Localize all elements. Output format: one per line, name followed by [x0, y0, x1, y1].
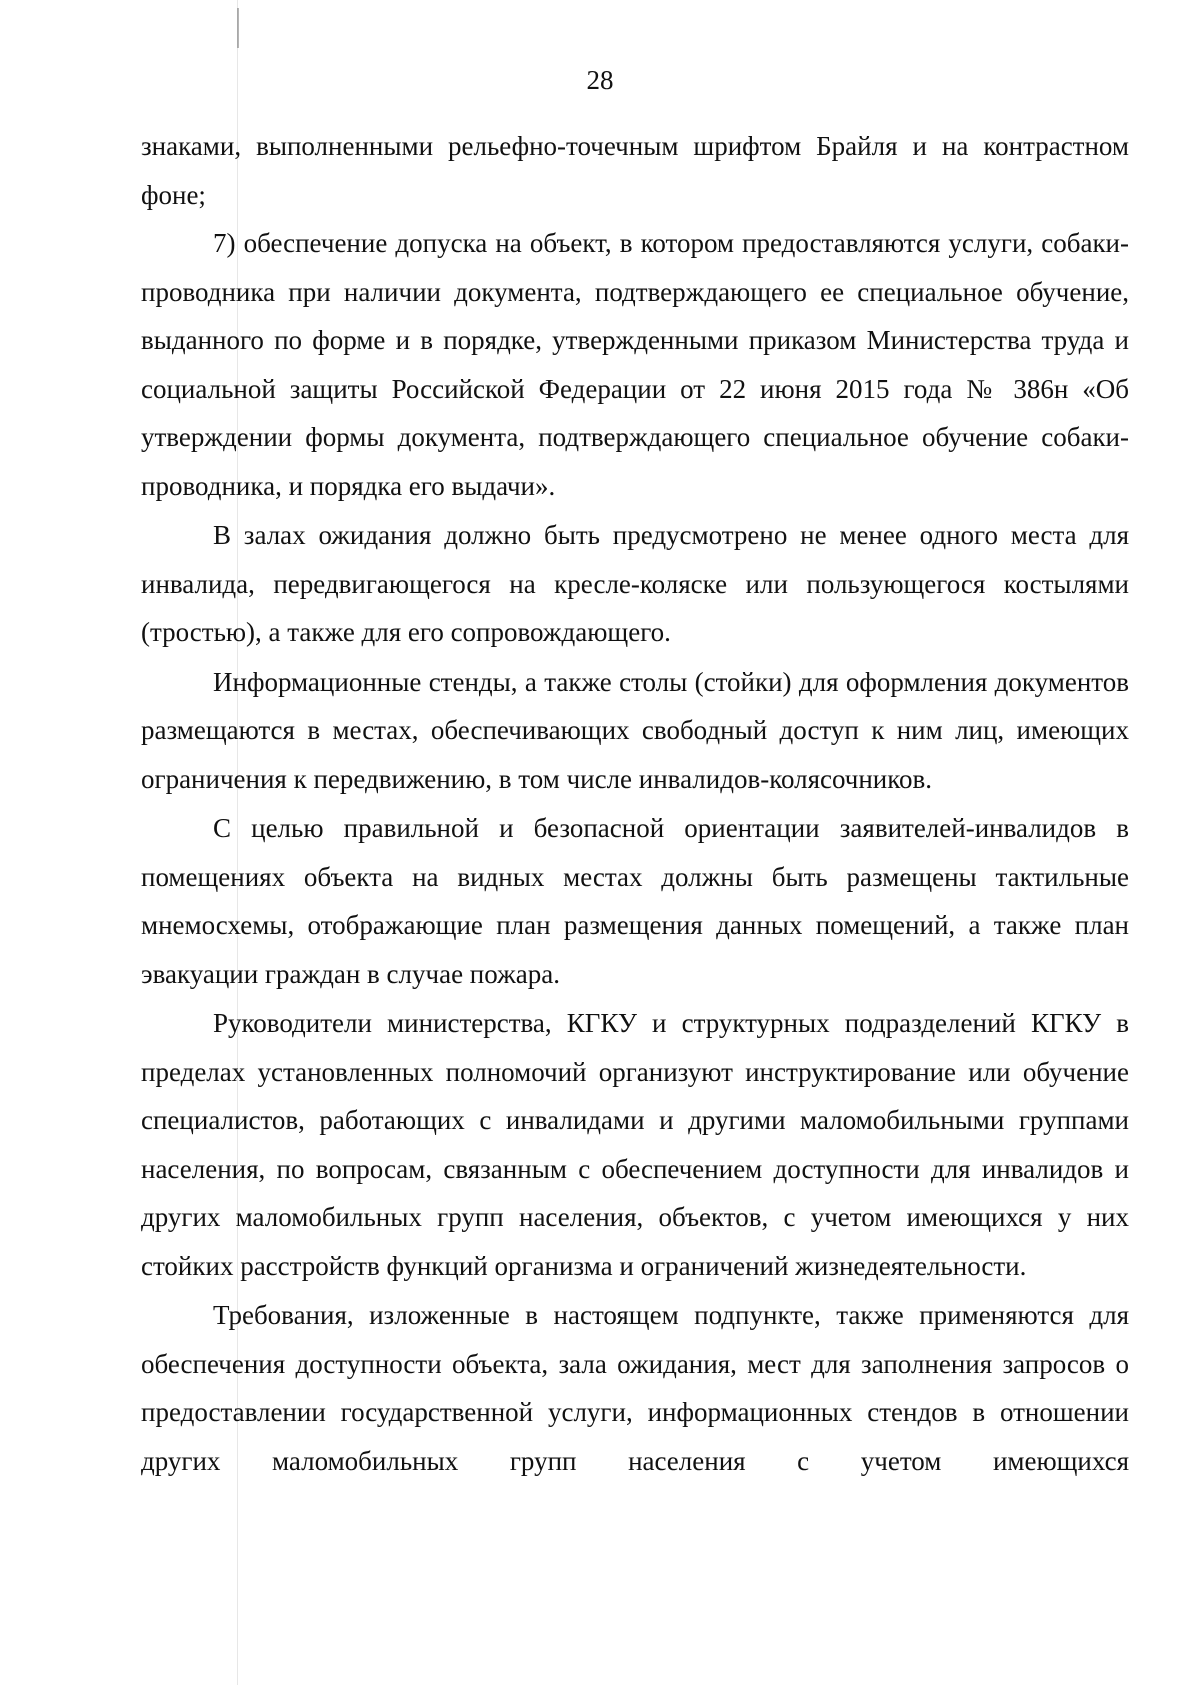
scan-mark: [237, 8, 239, 48]
paragraph-requirements: Требования, изложенные в настоящем подпункте, также применяются для обеспечения доступности объекта, зала ожидания, мест для заполнения запросов о предоставлении государственной услуги, информационных стендов в отношении других маломобильных групп населения с учетом имеющихся: [141, 1300, 1129, 1476]
paragraph-waiting-halls: В залах ожидания должно быть предусмотрено не менее одного места для инвалида, передвигающегося на кресле-коляске или пользующегося костылями (тростью), а также для его сопровождающего.: [141, 520, 1129, 647]
document-body: [141, 122, 1129, 1485]
paragraph-staff-training: Руководители министерства, КГКУ и структурных подразделений КГКУ в пределах установленных полномочий организуют инструктирование или обучение специалистов, работающих с инвалидами и другими маломобильными группами населения, по вопросам, связанным с обеспечением доступности для инвалидов и других маломобильных групп населения, объектов, с учетом имеющихся у них стойких расстройств функций организма и ограничений жизнедеятельности.: [141, 1008, 1129, 1281]
paragraph-guide-dog: 7) обеспечение допуска на объект, в котором предоставляются услуги, собаки-проводника при наличии документа, подтверждающего ее специальное обучение, выданного по форме и в порядке, утвержденными приказом Министерства труда и социальной защиты Российской Федерации от 22 июня 2015 года № 386н «Об утверждении формы документа, подтверждающего специальное обучение собаки-проводника, и порядка его выдачи».: [141, 228, 1129, 501]
paragraph-braille-signs: знаками, выполненными рельефно-точечным шрифтом Брайля и на контрастном фоне;: [141, 131, 1129, 210]
page-number: 28: [586, 65, 614, 95]
paragraph-tactile-schemes: С целью правильной и безопасной ориентации заявителей-инвалидов в помещениях объекта на видных местах должны быть размещены тактильные мнемосхемы, отображающие план размещения данных помещений, а также план эвакуации граждан в случае пожара.: [141, 813, 1129, 989]
paragraph-info-stands: Информационные стенды, а также столы (стойки) для оформления документов размещаются в местах, обеспечивающих свободный доступ к ним лиц, имеющих ограничения к передвижению, в том числе инвалидов-колясочников.: [141, 666, 1129, 794]
